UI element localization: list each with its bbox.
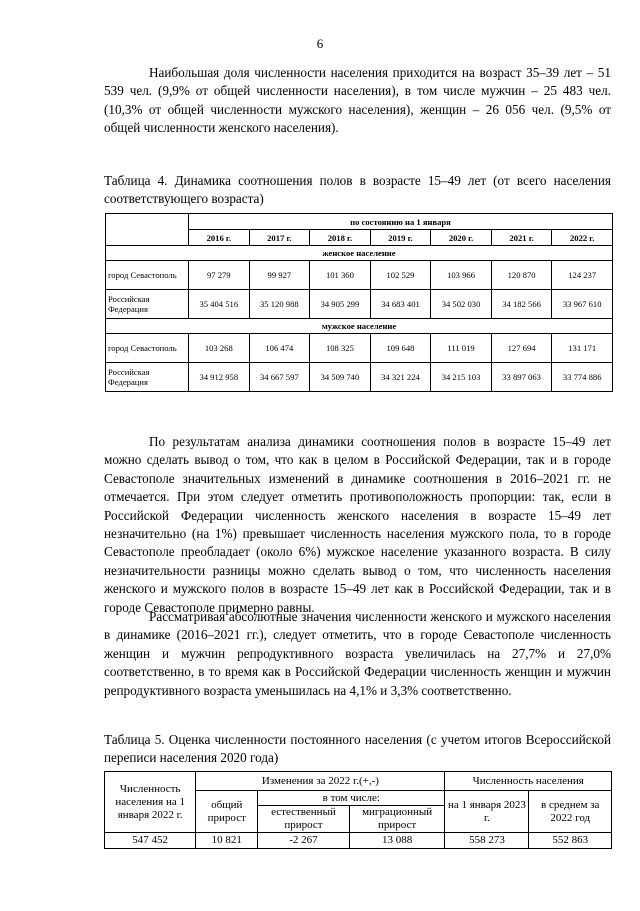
table4-section-male: мужское население xyxy=(106,319,613,334)
table4-year-header: 2016 г. xyxy=(189,230,250,246)
table4-year-header: 2020 г. xyxy=(431,230,492,246)
table-row xyxy=(106,261,613,290)
region-cell: город Севастополь xyxy=(106,261,189,290)
table4-group-header: по состоянию на 1 января xyxy=(189,214,613,230)
value-cell: -2 267 xyxy=(258,833,350,849)
value-cell: 35 120 988 xyxy=(249,290,310,319)
value-cell: 33 774 886 xyxy=(552,363,613,392)
value-cell: 106 474 xyxy=(249,334,310,363)
value-cell: 97 279 xyxy=(189,261,250,290)
value-cell: 102 529 xyxy=(370,261,431,290)
value-cell: 34 683 401 xyxy=(370,290,431,319)
paragraph-absolute-values: Рассматривая абсолютные значения численности женского и мужского населения в динамике (2016–2021 гг.), следует отметить, что в городе Севастополе численность женщин и мужчин репродуктивного возраста увеличилась на 27,7% и 27,0% соответственно, в то время как в Российской Федерации численность женщин и мужчин репродуктивного возраста уменьшилась на 4,1% и 3,3% соответственно. xyxy=(104,609,611,698)
table-row xyxy=(106,290,613,319)
value-cell: 558 273 xyxy=(445,833,529,849)
table4-corner-cell xyxy=(106,214,189,246)
value-cell: 34 667 597 xyxy=(249,363,310,392)
value-cell: 127 694 xyxy=(491,334,552,363)
table4-year-header: 2021 г. xyxy=(491,230,552,246)
value-cell: 111 019 xyxy=(431,334,492,363)
table4-caption: Таблица 4. Динамика соотношения полов в возрасте 15–49 лет (от всего населения соответствующего возраста) xyxy=(104,173,611,206)
value-cell: 34 905 299 xyxy=(310,290,371,319)
table5-caption: Таблица 5. Оценка численности постоянного населения (с учетом итогов Всероссийской переписи населения 2020 года) xyxy=(104,732,611,765)
value-cell: 34 321 224 xyxy=(370,363,431,392)
value-cell: 13 088 xyxy=(349,833,445,849)
region-cell: Российская Федерация xyxy=(106,290,189,319)
value-cell: 552 863 xyxy=(529,833,612,849)
value-cell: 101 360 xyxy=(310,261,371,290)
header-total-growth: общий прирост xyxy=(196,791,258,833)
value-cell: 108 325 xyxy=(310,334,371,363)
value-cell: 33 967 610 xyxy=(552,290,613,319)
paragraph-age-structure: Наибольшая доля численности населения приходится на возраст 35–39 лет – 51 539 чел. (9,9% от общей численности населения), в том числе мужчин – 25 483 чел. (10,3% от общей численности мужского населения), женщин – 26 056 чел. (9,5% от общей численности женского населения). xyxy=(104,65,611,136)
region-cell: Российская Федерация xyxy=(106,363,189,392)
value-cell: 109 648 xyxy=(370,334,431,363)
value-cell: 34 912 958 xyxy=(189,363,250,392)
value-cell: 35 404 516 xyxy=(189,290,250,319)
table5-population-estimate xyxy=(104,771,612,849)
paragraph-analysis: По результатам анализа динамики соотношения полов в возрасте 15–49 лет можно сделать вывод о том, что как в целом в Российской Федерации, так и в городе Севастополе значительных изменений в динамике соотношения в 2016–2021 гг. не отмечается. При этом следует отметить противоположность пропорции: так, если в Российской Федерации численность женского населения в возрасте 15–49 лет незначительно (на 1%) превышает численность населения мужского пола, то в городе Севастополе преобладает (около 6%) мужское население указанного возраста. В силу незначительности разницы можно сделать вывод о том, что численность населения женского и мужского полов в возрасте 15–49 лет как в Российской Федерации, так и в городе Севастополе примерно равны. xyxy=(104,434,611,615)
header-migration-growth: миграционный прирост xyxy=(349,806,445,833)
region-cell: город Севастополь xyxy=(106,334,189,363)
value-cell: 124 237 xyxy=(552,261,613,290)
value-cell: 131 171 xyxy=(552,334,613,363)
table-row xyxy=(105,833,612,849)
table4-section-female: женское население xyxy=(106,246,613,261)
page-number: 6 xyxy=(316,36,324,51)
value-cell: 34 502 030 xyxy=(431,290,492,319)
table-row xyxy=(106,334,613,363)
value-cell: 99 927 xyxy=(249,261,310,290)
header-including: в том числе: xyxy=(258,791,445,806)
table4-year-header: 2018 г. xyxy=(310,230,371,246)
header-changes: Изменения за 2022 г.(+,-) xyxy=(196,772,445,791)
value-cell: 103 966 xyxy=(431,261,492,290)
header-population: Численность населения xyxy=(445,772,612,791)
value-cell: 34 509 740 xyxy=(310,363,371,392)
value-cell: 34 215 103 xyxy=(431,363,492,392)
value-cell: 10 821 xyxy=(196,833,258,849)
table-row xyxy=(106,363,613,392)
value-cell: 34 182 566 xyxy=(491,290,552,319)
header-natural-growth: естественный прирост xyxy=(258,806,350,833)
value-cell: 33 897 063 xyxy=(491,363,552,392)
value-cell: 103 268 xyxy=(189,334,250,363)
table4-year-header: 2019 г. xyxy=(370,230,431,246)
table4-year-header: 2022 г. xyxy=(552,230,613,246)
header-avg-2022: в среднем за 2022 год xyxy=(529,791,612,833)
value-cell: 120 870 xyxy=(491,261,552,290)
header-population-start: Численность населения на 1 января 2022 г. xyxy=(105,772,196,833)
value-cell: 547 452 xyxy=(105,833,196,849)
header-jan-2023: на 1 января 2023 г. xyxy=(445,791,529,833)
table4-sex-ratio xyxy=(105,213,613,392)
table4-year-header: 2017 г. xyxy=(249,230,310,246)
